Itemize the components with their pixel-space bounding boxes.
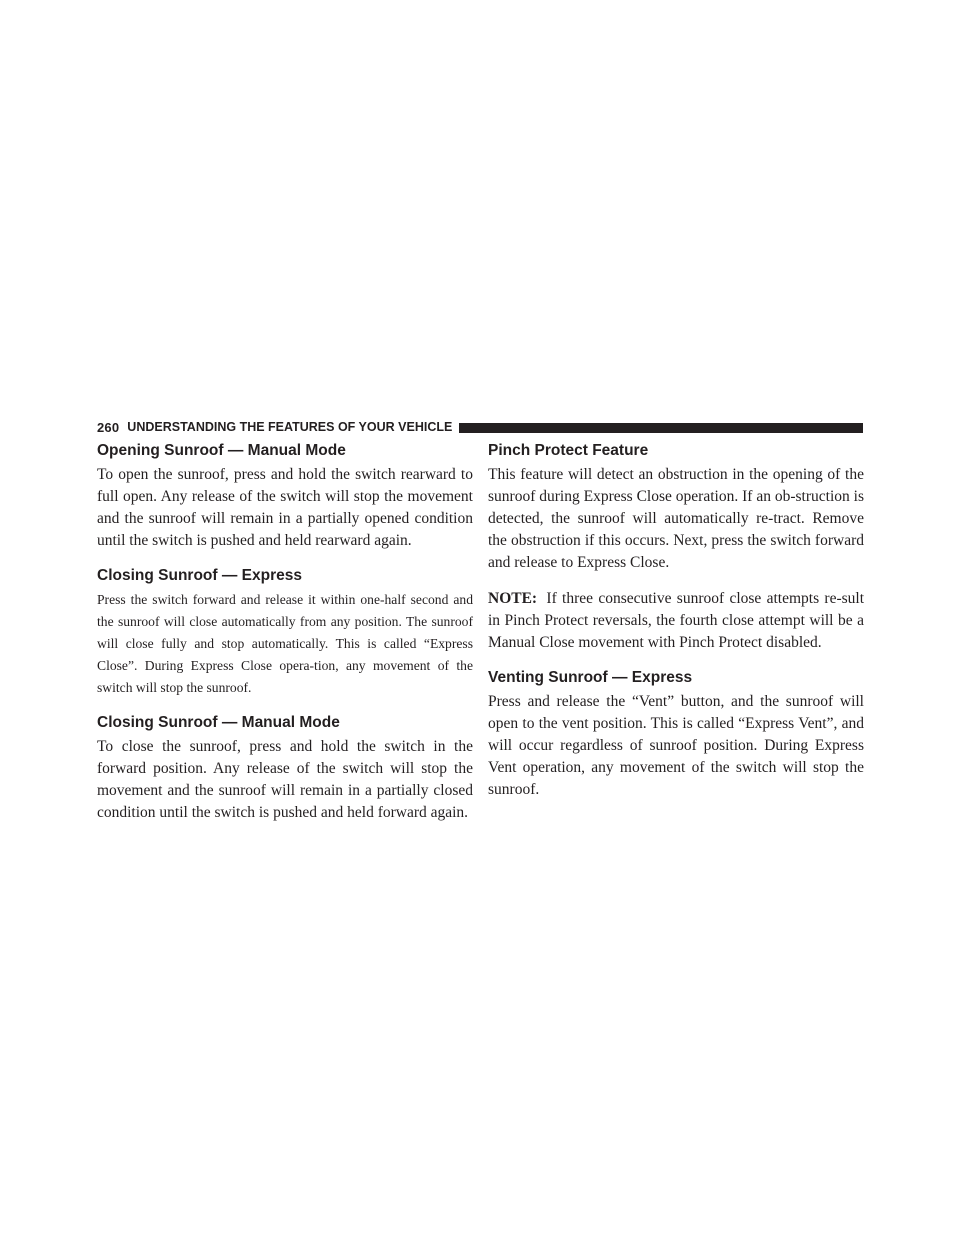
heading-pinch-protect: Pinch Protect Feature: [488, 442, 649, 459]
section-title: UNDERSTANDING THE FEATURES OF YOUR VEHICLE: [127, 420, 453, 434]
heading-opening-manual: Opening Sunroof — Manual Mode: [97, 442, 346, 459]
body-opening-manual: To open the sunroof, press and hold the switch rearward to full open. Any release of the switch will stop the movement and the sunroof will remain in a partially opened condition until the switch is pushed and held rearward again.: [97, 466, 473, 549]
header-rule: [459, 423, 863, 433]
note-pinch-protect: [488, 588, 864, 654]
left-column: [97, 441, 473, 838]
body-closing-express: Press the switch forward and release it within one-half second and the sunroof will close automatically from any position. The sunroof will close fully and stop automatically. This is called “Express Close”. During Express Close opera-tion, any movement of the switch will stop the sunroof.: [97, 592, 473, 695]
right-column: [488, 441, 864, 815]
heading-closing-manual: Closing Sunroof — Manual Mode: [97, 714, 340, 731]
body-closing-manual: To close the sunroof, press and hold the switch in the forward position. Any release of the switch will stop the movement and the sunroof will remain in a partially closed condition until the switch is pushed and held forward again.: [97, 738, 473, 821]
page-number: 260: [97, 419, 120, 435]
heading-venting-express: Venting Sunroof — Express: [488, 669, 693, 686]
heading-closing-express: Closing Sunroof — Express: [97, 567, 302, 584]
note-label: NOTE:: [488, 590, 538, 607]
body-pinch-protect: This feature will detect an obstruction in the opening of the sunroof during Express Close operation. If an ob-struction is detected, the sunroof will automatically re-tract. Remove the obstruction if this occurs. Next, press the switch forward and release to Express Close.: [488, 466, 864, 571]
body-venting-express: Press and release the “Vent” button, and the sunroof will open to the vent position. This is called “Express Vent”, and will occur regardless of sunroof position. During Express Vent operation, any movement of the switch will stop the sunroof.: [488, 693, 864, 798]
page-header: [97, 416, 863, 438]
note-body: If three consecutive sunroof close attempts re-sult in Pinch Protect reversals, the fourth close attempt will be a Manual Close movement with Pinch Protect disabled.: [488, 590, 865, 651]
